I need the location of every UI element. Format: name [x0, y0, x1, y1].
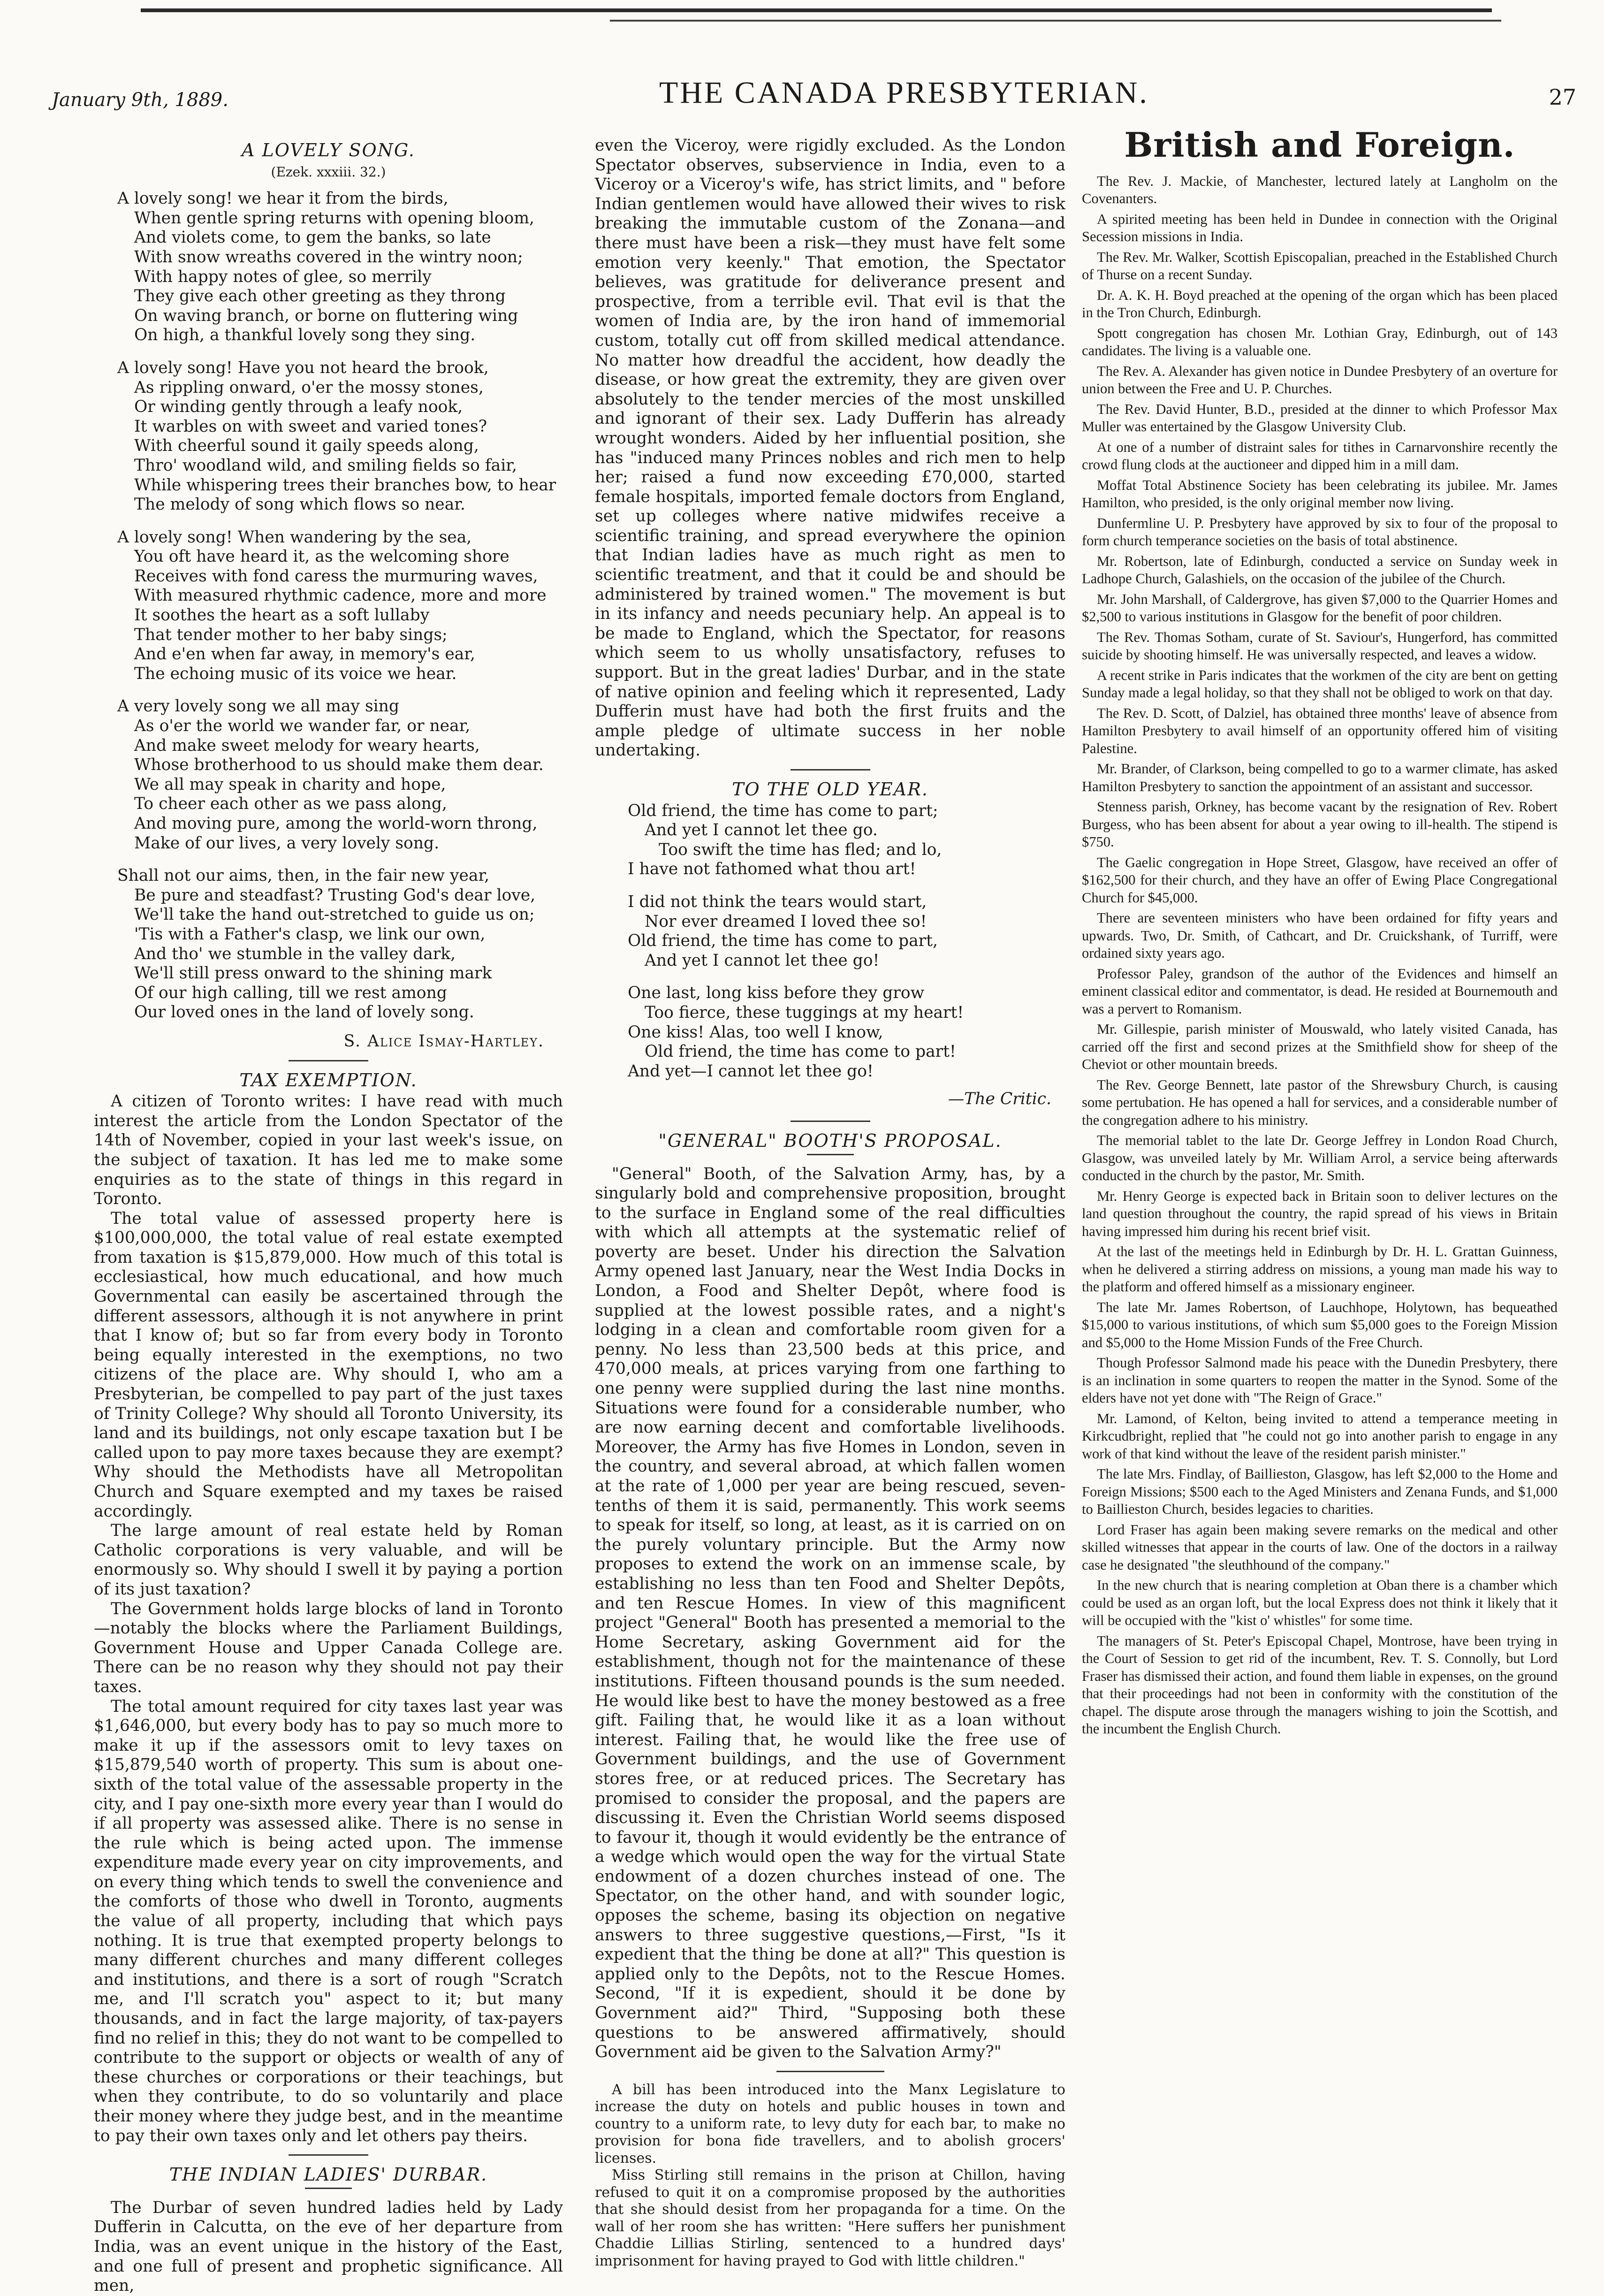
section-divider: [289, 1060, 368, 1061]
poem-line: When gentle spring returns with opening bloom,: [134, 208, 534, 228]
article-paragraph: The large amount of real estate held by Roman Catholic corporations is very valuable, and will be enormously so. Why should I swell it by paying a portion of its just taxation?: [94, 1521, 563, 1599]
article-title: TAX EXEMPTION.: [239, 1069, 418, 1091]
page-number: 27: [1549, 84, 1576, 110]
news-brief-item: The late Mrs. Findlay, of Baillieston, Glasgow, has left $2,000 to the Home and Foreign Missions; $500 each to the Aged Ministers and Zenana Funds, and $1,000 to Baillieston Church, besides legacies to charities.: [1082, 1466, 1558, 1517]
news-brief-item: Mr. John Marshall, of Caldergrove, has given $7,000 to the Quarrier Homes and $2,500 to various institutions in Glasgow for the benefit of poor children.: [1082, 591, 1558, 625]
news-brief-item: Mr. Lamond, of Kelton, being invited to attend a temperance meeting in Kirkcudbright, replied that "he could not go into another parish to engage in any work of that kind without the leave of the resident parish minister.": [1082, 1410, 1558, 1462]
section-divider: [289, 2154, 368, 2156]
poem-line: It soothes the heart as a soft lullaby: [134, 606, 430, 625]
poem-line: We all may speak in charity and hope,: [134, 775, 446, 794]
poem-line: 'Tis with a Father's clasp, we link our own,: [134, 924, 486, 944]
poem-line: And tho' we stumble in the valley dark,: [134, 944, 456, 963]
news-brief-item: The late Mr. James Robertson, of Lauchhope, Holytown, has bequeathed $15,000 to various institutions, of which sum $5,000 goes to the Foreign Mission and $5,000 to the Home Mission Funds of the Free Church.: [1082, 1299, 1558, 1350]
article-title: THE INDIAN LADIES' DURBAR.: [169, 2164, 488, 2185]
news-brief-item: The memorial tablet to the late Dr. George Jeffrey in London Road Church, Glasgow, was unveiled lately by Mr. William Arrol, a service being afterwards conducted in the church by the pastor, Mr. Smith.: [1082, 1132, 1558, 1183]
news-brief-item: At the last of the meetings held in Edinburgh by Dr. H. L. Grattan Guinness, when he delivered a stirring address on missions, a young man made his way to the platform and offered himself as a missionary engineer.: [1082, 1243, 1558, 1295]
poem-line: A lovely song! Have you not heard the brook,: [117, 358, 489, 377]
poem-line: We'll still press onward to the shining mark: [134, 964, 492, 983]
article-paragraph: The Government holds large blocks of land in Toronto —notably the blocks where the Parliament Buildings, Government House and Upper Canada College are. There can be no reason why they should not pay their taxes.: [94, 1599, 563, 1696]
poem-line: And moving pure, among the world-worn throng,: [134, 814, 538, 833]
news-brief-item: The Gaelic congregation in Hope Street, Glasgow, have received an offer of $162,500 for their church, and they have an offer of Ewing Place Congregational Church for $45,000.: [1082, 854, 1558, 906]
poem-line: And e'en when far away, in memory's ear,: [134, 645, 475, 664]
poem-line: Or winding gently through a leafy nook,: [134, 397, 463, 417]
article-paragraph: The Durbar of seven hundred ladies held by Lady Dufferin in Calcutta, on the eve of her departure from India, was an event unique in the history of the East, and one full of present and prophetic significance. All men,: [94, 2198, 563, 2296]
poem-line: Make of our lives, a very lovely song.: [134, 833, 440, 853]
poem-line: Whose brotherhood to us should make them dear.: [134, 755, 544, 775]
article-paragraph: "General" Booth, of the Salvation Army, has, by a singularly bold and comprehensive proposition, brought to the surface in England some of the real difficulties with which all attempts at the systematic relief of poverty are beset. Under his direction the Salvation Army opened last January, near the West India Docks in London, a Food and Shelter Depôt, where food is supplied at the lowest possible rates, and a night's lodging in a clean and comfortable room given for a penny. No less than 23,500 beds at this price, and 470,000 meals, at prices varying from one farthing to one penny were supplied during the last nine months. Situations were found for a considerable number, who are now earning decent and comfortable livelihoods. Moreover, the Army has five Homes in London, seven in the country, and several abroad, at which fallen women at the rate of 1,000 per year are being rescued, seven-tenths of them it is said, permanently. This work seems to speak for itself, so long, at least, as it is carried on on the purely voluntary principle. But the Army now proposes to extend the work on an immense scale, by establishing no less than ten Food and Shelter Depôts, and ten Rescue Homes. In view of this magnificent project "General" Booth has presented a memorial to the Home Secretary, asking Government aid for the establishment, though not for the maintenance of these institutions. Fifteen thousand pounds is the sum needed. He would like best to have the money bestowed as a free gift. Failing that, he would like it as a loan without interest. Failing that, he would like the free use of Government buildings, and the use of Government stores free, or at reduced prices. The Secretary has promised to consider the proposal, and the papers are discussing it. Even the Christian World seems disposed to favour it, though it would evidently be the entrance of a wedge which would open the way for the virtual State endowment of a dozen churches instead of one. The Spectator, on the other hand, and with sounder logic, opposes the scheme, basing its objection on negative answers to three suggestive questions,—First, "Is it expedient that the thing be done at all?" This question is applied only to the Depôts, not to the Rescue Homes. Second, "If it is expedient, should it be done by Government aid?" Third, "Supposing both these questions to be answered affirmatively, should Government aid be given to the Salvation Army?": [595, 1164, 1065, 2062]
poem-line: And make sweet melody for weary hearts,: [134, 736, 480, 755]
poem-line: To cheer each other as we pass along,: [134, 794, 447, 814]
poem-line: Receives with fond caress the murmuring waves,: [134, 566, 538, 586]
poem-line: We'll take the hand out-stretched to guide us on;: [134, 905, 535, 924]
news-briefs: [595, 2082, 1065, 2270]
poem-stanza: [117, 528, 563, 684]
news-brief-item: The Rev. J. Mackie, of Manchester, lectured lately at Langholm on the Covenanters.: [1082, 173, 1558, 206]
poem-line: Our loved ones in the land of lovely song.: [134, 1003, 474, 1022]
news-brief-item: The Rev. A. Alexander has given notice in Dundee Presbytery of an overture for union between the Free and U. P. Churches.: [1082, 363, 1558, 397]
news-brief-item: Stenness parish, Orkney, has become vacant by the resignation of Rev. Robert Burgess, who has been absent for about a year owing to ill-health. The stipend is $750.: [1082, 799, 1558, 850]
poem-line: And yet I cannot let thee go.: [645, 821, 878, 840]
news-brief-item: The Rev. D. Scott, of Dalziel, has obtained three months' leave of absence from Hamilton Presbytery to avail himself of an opportunity offered him of visiting Palestine.: [1082, 705, 1558, 756]
news-brief-item: Lord Fraser has again been making severe remarks on the medical and other skilled witnesses that appear in the courts of law. One of the doctors in a railway case he designated "the sleuthhound of the company.": [1082, 1521, 1558, 1573]
article-title: TO THE OLD YEAR.: [732, 779, 928, 800]
poem-stanza: [628, 892, 1065, 970]
article-paragraph-continued: even the Viceroy, were rigidly excluded. As the London Spectator observes, subservience in India, even to a Viceroy or a Viceroy's wife, has strict limits, and " before Indian gentlemen would have allowed their wives to risk breaking the immutable custom of the Zonana—and there must have been a risk—they must have felt some emotion very keenly." That emotion, the Spectator believes, was gratitude for deliverance present and prospective, from a terrible evil. That evil is that the women of India are, by the iron hand of immemorial custom, totally cut off from skilled medical attendance. No matter how dreadful the accident, how deadly the disease, or how great the extremity, they are given over absolutely to the tender mercies of the most unskilled and ignorant of their sex. Lady Dufferin has already wrought wonders. Aided by her influential position, she has "induced many Princes nobles and rich men to help her; raised a fund now exceeding £70,000, started female hospitals, imported female doctors from England, set up colleges where native midwifes receive a scientific training, and spread everywhere the opinion that Indian ladies have as much right as men to scientific treatment, and that it could be and should be administered by trained women." The movement is but in its infancy and needs pecuniary help. An appeal is to be made to England, which the Spectator, for reasons which seem to us wholly unsatisfactory, refuses to support. But in the great ladies' Durbar, and in the state of native opinion and feeling which it represented, Lady Dufferin must have had both the first fruits and the ample pledge of ultimate success in her noble undertaking.: [595, 136, 1065, 760]
news-brief-item: Moffat Total Abstinence Society has been celebrating its jubilee. Mr. James Hamilton, who presided, is the only original member now living.: [1082, 477, 1558, 511]
article-paragraph: The total amount required for city taxes last year was $1,646,000, but every body has to pay so much more to make it up if the assessors omit to levy taxes on $15,879,540 worth of property. This sum is about one-sixth of the total value of the assessable property in the city, and I pay one-sixth more every year than I would do if all property was assessed alike. There is no sense in the rule which is being acted upon. The immense expenditure made every year on city improvements, and on every thing which tends to swell the convenience and the comforts of those who dwell in Toronto, augments the value of all property, including that which pays nothing. It is true that exempted property belongs to many different churches and many different colleges and institutions, and there is a sort of rough "Scratch me, and I'll scratch you" aspect to it; but many thousands, and in fact the large majority, of tax-payers find no relief in this; they do not want to be compelled to contribute to the support or objects or wealth of any of these churches or corporations or their teachings, but when they contribute, to do so voluntarily and place their money where they judge best, and in the meantime to pay their own taxes only and let others pay theirs.: [94, 1697, 563, 2145]
title-underline: [305, 2188, 352, 2189]
poem-line: With snow wreaths covered in the wintry noon;: [134, 247, 523, 267]
news-brief-item: The Rev. Mr. Walker, Scottish Episcopalian, preached in the Established Church of Thurse on a recent Sunday.: [1082, 249, 1558, 282]
poem-line: As rippling onward, o'er the mossy stones,: [134, 378, 484, 397]
poem-line: I did not think the tears would start,: [628, 892, 927, 911]
poem-line: On high, a thankful lovely song they sing.: [134, 326, 476, 345]
poem-line: One last, long kiss before they grow: [628, 984, 925, 1003]
news-brief-item: Professor Paley, grandson of the author of the Evidences and himself an eminent classical editor and commentator, is dead. He resided at Bournemouth and was a pervert to Romanism.: [1082, 965, 1558, 1017]
section-divider: [791, 1121, 870, 1122]
news-brief-item: The Rev. David Hunter, B.D., presided at the dinner to which Professor Max Muller was entertained by the Glasgow University Club.: [1082, 401, 1558, 435]
news-brief-item: At one of a number of distraint sales for tithes in Carnarvonshire recently the crowd flung clods at the auctioneer and dipped him in a mill dam.: [1082, 439, 1558, 473]
poem-lovely-song: [117, 189, 563, 1022]
poem-stanza: [117, 359, 563, 515]
british-foreign-items: [1082, 173, 1558, 1738]
column-2: [595, 136, 1065, 2270]
poem-line: Be pure and steadfast? Trusting God's dear love,: [134, 885, 536, 905]
poem-line: With happy notes of glee, so merrily: [134, 267, 432, 286]
top-rule: [141, 8, 1492, 12]
poem-line: The echoing music of its voice we hear.: [134, 664, 457, 683]
poem-line: They give each other greeting as they throng: [134, 287, 506, 306]
poem-line: And yet—I cannot let thee go!: [628, 1061, 874, 1081]
news-brief-item: Mr. Henry George is expected back in Britain soon to deliver lectures on the land question throughout the country, the rapid spread of his views in Britain having impressed him during his recent brief visit.: [1082, 1188, 1558, 1239]
poem-line: On waving branch, or borne on fluttering wing: [134, 306, 518, 325]
poem-line: Of our high calling, till we rest among: [134, 983, 447, 1002]
news-brief-item: Mr. Brander, of Clarkson, being compelled to go to a warmer climate, has asked Hamilton Presbytery to sanction the appointment of an assistant and successor.: [1082, 761, 1558, 794]
news-brief-item: Dunfermline U. P. Presbytery have approved by six to four of the proposal to form church temperance societies on the basis of total abstinence.: [1082, 515, 1558, 549]
poem-line: A lovely song! When wandering by the sea,: [117, 527, 472, 547]
poem-line: And violets come, to gem the banks, so late: [134, 228, 491, 247]
poem-line: That tender mother to her baby sings;: [134, 625, 448, 644]
newspaper-title: THE CANADA PRESBYTERIAN.: [659, 76, 1149, 110]
news-brief-item: The Rev. Thomas Sotham, curate of St. Saviour's, Hungerford, has committed suicide by shooting himself. He was universally respected, and leaves a widow.: [1082, 629, 1558, 663]
news-brief-item: Mr. Gillespie, parish minister of Mouswald, who lately visited Canada, has carried off the first and second prizes at the Smithfield show for sheep of the Cheviot or other mountain breeds.: [1082, 1021, 1558, 1072]
news-brief-item: The managers of St. Peter's Episcopal Chapel, Montrose, have been trying in the Court of Session to get rid of the incumbent, Rev. T. S. Connolly, but Lord Fraser has dismissed their action, and found them liable in expenses, on the ground that their proceedings had not been in conformity with the constitution of the chapel. The dispute arose through the managers wishing to join the Scottish, and the incumbent the English Church.: [1082, 1632, 1558, 1737]
poem-stanza: [117, 189, 563, 345]
news-brief-item: Though Professor Salmond made his peace with the Dunedin Presbytery, there is an inclination in some quarters to reopen the matter in the Synod. Some of the elders have not yet done with "The Reign of Grace.": [1082, 1355, 1558, 1406]
poem-line: Shall not our aims, then, in the fair new year,: [117, 866, 490, 885]
poem-line: Thro' woodland wild, and smiling fields so fair,: [134, 456, 517, 475]
news-brief-item: In the new church that is nearing completion at Oban there is a chamber which could be used as an organ loft, but the local Express does not think it likely that it will be occupied with the "kist o' whistles" for some time.: [1082, 1577, 1558, 1628]
news-brief-item: Spott congregation has chosen Mr. Lothian Gray, Edinburgh, out of 143 candidates. The living is a valuable one.: [1082, 325, 1558, 359]
poem-line: As o'er the world we wander far, or near,: [134, 717, 471, 736]
poem-line: A lovely song! we hear it from the birds,: [117, 189, 449, 208]
poem-credit: —The Critic.: [948, 1090, 1051, 1109]
poem-line: And yet I cannot let thee go!: [645, 951, 880, 970]
poem-stanza: [117, 866, 563, 1022]
article-paragraph: Miss Stirling still remains in the prison at Chillon, having refused to quit it on a compromise proposed by the authorities that she should desist from her propaganda for a time. On the wall of her room she has written: "Here suffers her punishment Chaddie Lillias Stirling, sentenced to a hundred days' imprisonment for having prayed to God with little children.": [595, 2167, 1065, 2269]
poem-line: The melody of song which flows so near.: [134, 495, 465, 514]
poem-line: While whispering trees their branches bow, to hear: [134, 475, 556, 495]
poem-line: A very lovely song we all may sing: [117, 697, 399, 716]
title-underline: [807, 1154, 854, 1155]
column-3: [1082, 125, 1558, 1741]
news-brief-item: There are seventeen ministers who have been ordained for fifty years and upwards. Two, Dr. Smith, of Cathcart, and Dr. Cruickshank, of Turriff, were ordained sixty years ago.: [1082, 910, 1558, 961]
poem-line: Nor ever dreamed I loved thee so!: [645, 912, 927, 931]
poem-line: I have not fathomed what thou art!: [628, 860, 916, 879]
poem-line: Old friend, the time has come to part;: [628, 801, 938, 820]
scripture-reference: (Ezek. xxxiii. 32.): [271, 164, 386, 180]
poem-line: Too fierce, these tuggings at my heart!: [645, 1003, 964, 1022]
poem-line: With measured rhythmic cadence, more and more: [134, 586, 547, 605]
page-header: [38, 70, 1581, 122]
news-brief-item: A spirited meeting has been held in Dundee in connection with the Original Secession missions in India.: [1082, 211, 1558, 244]
poem-line: You oft have heard it, as the welcoming shore: [134, 547, 509, 566]
poem-line: Old friend, the time has come to part!: [645, 1042, 956, 1061]
article-paragraph: A citizen of Toronto writes: I have read with much interest the article from the London Spectator of the 14th of November, copied in your last week's issue, on the subject of taxation. It has led me to make some enquiries as to the state of things in this regard in Toronto.: [94, 1092, 563, 1209]
column-1: [94, 136, 563, 2296]
article-body-tax-exemption: [94, 1092, 563, 2146]
article-title: A LOVELY SONG.: [242, 140, 415, 160]
section-title-british-foreign: British and Foreign.: [1124, 125, 1515, 165]
poem-stanza: [628, 984, 1065, 1081]
news-brief-item: Mr. Robertson, late of Edinburgh, conducted a service on Sunday week in Ladhope Church, Galashiels, on the occasion of the jubilee of the Church.: [1082, 553, 1558, 587]
top-rule-secondary: [610, 20, 1501, 22]
poem-line: Old friend, the time has come to part,: [628, 931, 938, 951]
poem-stanza: [628, 801, 1065, 879]
poem-signature: S. Alice Ismay-Hartley.: [343, 1031, 544, 1051]
article-paragraph: The total value of assessed property here is $100,000,000, the total value of real estate exempted from taxation is $15,879,000. How much of this total is ecclesiastical, how much educational, and how much Governmental can easily be ascertained through the different assessors, although it is not anywhere in print that I know of; but so far from every body in Toronto being equally interested in the exemptions, no two citizens of the place are. Why should I, who am a Presbyterian, be compelled to pay part of the just taxes of Trinity College? Why should all Toronto University, its land and its buildings, not only escape taxation but I be called upon to pay more taxes because they are exempt? Why should the Methodists have all Metropolitan Church and Square exempted and my taxes be raised accordingly.: [94, 1209, 563, 1521]
poem-old-year: [628, 801, 1065, 1082]
article-title: "GENERAL" BOOTH'S PROPOSAL.: [658, 1130, 1002, 1151]
news-brief-item: A recent strike in Paris indicates that the workmen of the city are bent on getting Sunday made a legal holiday, so that they shall not be obliged to work on that day.: [1082, 667, 1558, 701]
issue-date: January 9th, 1889.: [52, 89, 228, 111]
poem-line: One kiss! Alas, too well I know,: [628, 1022, 883, 1042]
article-paragraph: A bill has been introduced into the Manx Legislature to increase the duty on hotels and public houses in town and country to a uniform rate, to levy duty for each bar, to make no provision for bona fide travellers, and to abolish grocers' licenses.: [595, 2081, 1065, 2166]
poem-line: Too swift the time has fled; and lo,: [659, 840, 942, 859]
news-brief-item: The Rev. George Bennett, late pastor of the Shrewsbury Church, is causing some pertubation. He has opened a hall for services, and a considerable number of the congregation adhere to his ministry.: [1082, 1076, 1558, 1128]
poem-line: It warbles on with sweet and varied tones?: [134, 417, 487, 436]
poem-line: With cheerful sound it gaily speeds along,: [134, 436, 479, 456]
news-brief-item: Dr. A. K. H. Boyd preached at the opening of the organ which has been placed in the Tron Church, Edinburgh.: [1082, 287, 1558, 320]
section-divider: [791, 769, 870, 770]
poem-stanza: [117, 697, 563, 853]
section-divider: [776, 2071, 884, 2072]
